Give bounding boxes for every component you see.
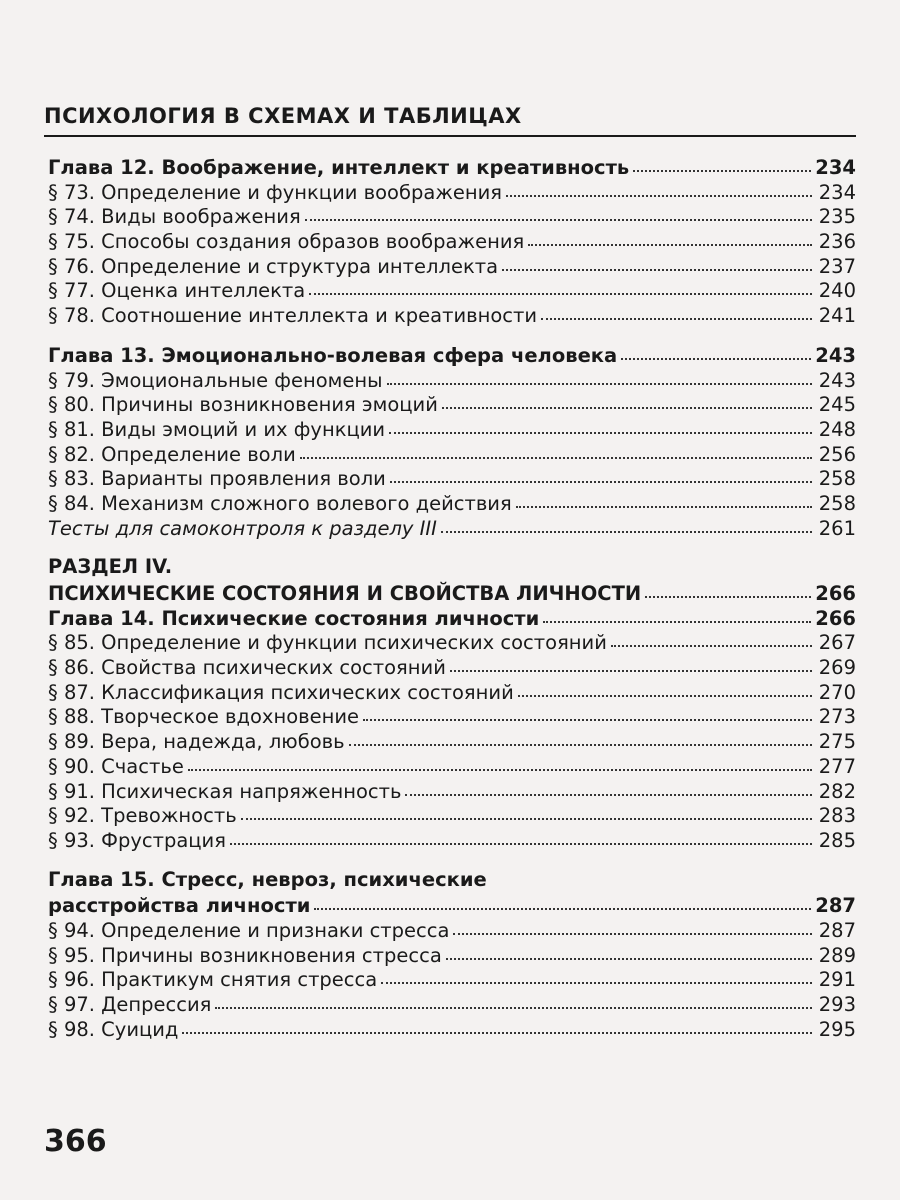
toc-page-number: 235 (818, 205, 856, 229)
leader-dots (230, 825, 812, 845)
toc-entry-title: § 85. Определение и функции психических состояний (48, 631, 607, 655)
running-head: ПСИХОЛОГИЯ В СХЕМАХ И ТАБЛИЦАХ (44, 104, 522, 128)
leader-dots (506, 177, 812, 197)
toc-entry[interactable] (48, 728, 856, 753)
toc-entry[interactable] (48, 253, 856, 278)
toc-entry-title: § 80. Причины возникновения эмоций (48, 393, 438, 417)
leader-dots (363, 701, 812, 721)
toc-entry-title: § 97. Депрессия (48, 993, 212, 1016)
toc-entry-title: § 90. Счастье (48, 754, 184, 778)
toc-entry-title: § 92. Тревожность (48, 804, 237, 828)
leader-dots (543, 603, 811, 623)
toc-page-number: 256 (818, 442, 856, 466)
toc-entry-title: § 73. Определение и функции воображения (48, 180, 503, 204)
toc-entry-title: § 75. Способы создания образов воображения (48, 230, 525, 254)
toc-entry-title: § 77. Оценка интеллекта (48, 279, 306, 303)
toc-entry-title: § 89. Вера, надежда, любовь (48, 730, 345, 754)
toc-entry-title: § 76. Определение и структура интеллекта (48, 254, 499, 278)
leader-dots (387, 365, 813, 385)
toc-page-number: 258 (818, 491, 856, 515)
toc-chapter-12[interactable] (48, 154, 856, 179)
toc-entry[interactable] (48, 203, 856, 228)
leader-dots (645, 578, 811, 598)
toc-page-number: 241 (818, 304, 856, 328)
toc-entry[interactable] (48, 416, 856, 441)
toc-entry[interactable] (48, 802, 856, 827)
toc-entry[interactable] (48, 991, 856, 1016)
spacer (48, 539, 856, 555)
toc-entry-title: § 87. Классификация психических состояний (48, 680, 514, 704)
toc-chapter-13[interactable] (48, 342, 856, 367)
toc-entry-title: Глава 15. Стресс, невроз, психические (48, 867, 487, 891)
toc-entry-title: § 94. Определение и признаки стресса (48, 918, 450, 942)
toc-page-number: 293 (818, 993, 856, 1016)
toc-entry-title: § 83. Варианты проявления воли (48, 467, 386, 491)
toc-entry[interactable] (48, 490, 856, 515)
leader-dots (381, 964, 812, 984)
toc-page-number: 285 (818, 828, 856, 852)
toc-entry[interactable] (48, 966, 856, 991)
toc-entry-title: § 95. Причины возникновения стресса (48, 943, 442, 967)
toc-part-4[interactable] (48, 580, 856, 605)
leader-dots (314, 890, 811, 910)
toc-page-number: 243 (815, 343, 856, 367)
toc-entry[interactable] (48, 391, 856, 416)
toc-entry-title: Тесты для самоконтроля к разделу III (48, 516, 437, 540)
part-label: РАЗДЕЛ IV. (48, 555, 173, 579)
leader-dots (450, 652, 812, 672)
toc-part-label (48, 555, 856, 580)
leader-dots (349, 726, 812, 746)
leader-dots (389, 414, 812, 434)
toc-entry-title: § 91. Психическая напряженность (48, 779, 402, 803)
toc-entry-title: Глава 12. Воображение, интеллект и креативность (48, 156, 630, 179)
toc-entry-title: § 78. Соотношение интеллекта и креативности (48, 304, 538, 328)
leader-dots (309, 275, 812, 295)
spacer (48, 852, 856, 868)
leader-dots (633, 152, 811, 172)
toc-page-number: 234 (815, 156, 856, 179)
toc-tests-entry[interactable] (48, 515, 856, 540)
toc-entry[interactable] (48, 277, 856, 302)
leader-dots (241, 800, 812, 820)
toc-entry-title: § 74. Виды воображения (48, 205, 301, 229)
toc-page-number: 243 (818, 368, 856, 392)
toc-page-number: 261 (818, 516, 856, 540)
toc-entry-title: ПСИХИЧЕСКИЕ СОСТОЯНИЯ И СВОЙСТВА ЛИЧНОСТИ (48, 582, 642, 605)
toc-chapter-15-line1[interactable] (48, 868, 856, 893)
toc-page-number: 289 (818, 943, 856, 967)
header-rule (44, 135, 856, 137)
toc-page-number: 287 (815, 894, 856, 918)
toc-entry-title: § 82. Определение воли (48, 442, 296, 466)
toc-entry[interactable] (48, 753, 856, 778)
toc-entry[interactable] (48, 778, 856, 803)
leader-dots (518, 677, 812, 697)
toc-entry-title: § 86. Свойства психических состояний (48, 656, 446, 680)
toc-page-number: 237 (818, 254, 856, 278)
toc-entry-title: § 88. Творческое вдохновение (48, 705, 360, 729)
toc-page-number: 291 (818, 968, 856, 992)
leader-dots (442, 389, 812, 409)
toc-page-number: 267 (818, 631, 856, 655)
toc-entry[interactable] (48, 302, 856, 327)
toc-entry-title: § 84. Механизм сложного волевого действия (48, 491, 512, 515)
toc-entry[interactable] (48, 367, 856, 392)
toc-entry[interactable] (48, 654, 856, 679)
toc-entry-title: Глава 14. Психические состояния личности (48, 606, 540, 630)
toc-entry-title: Глава 13. Эмоционально-волевая сфера человека (48, 343, 618, 367)
toc-chapter-15[interactable] (48, 892, 856, 917)
toc-page-number: 266 (815, 606, 856, 630)
leader-dots (453, 915, 812, 935)
toc-page-number: 266 (815, 582, 856, 605)
toc-entry-title: § 93. Фрустрация (48, 828, 226, 852)
toc-entry-title: § 79. Эмоциональные феномены (48, 368, 383, 392)
toc-entry[interactable] (48, 441, 856, 466)
leader-dots (446, 940, 812, 960)
toc-page-number: 240 (818, 279, 856, 303)
toc-entry[interactable] (48, 827, 856, 852)
toc-entry[interactable] (48, 1016, 856, 1041)
leader-dots (541, 300, 812, 320)
leader-dots (611, 627, 812, 647)
toc-page-number: 273 (818, 705, 856, 729)
toc-page-number: 275 (818, 730, 856, 754)
toc-entry[interactable] (48, 629, 856, 654)
toc-entry[interactable] (48, 465, 856, 490)
leader-dots (188, 751, 812, 771)
leader-dots (300, 439, 812, 459)
toc-page-number: 287 (818, 918, 856, 942)
leader-dots (441, 513, 812, 533)
table-of-contents (48, 154, 856, 1040)
toc-page-number: 270 (818, 680, 856, 704)
leader-dots (405, 776, 812, 796)
leader-dots (305, 201, 812, 221)
toc-entry[interactable] (48, 679, 856, 704)
toc-page-number: 236 (818, 230, 856, 254)
toc-chapter-14[interactable] (48, 605, 856, 630)
toc-page-number: 277 (818, 754, 856, 778)
toc-entry[interactable] (48, 917, 856, 942)
toc-page-number: 234 (818, 180, 856, 204)
toc-page-number: 283 (818, 804, 856, 828)
leader-dots (528, 226, 812, 246)
leader-dots (502, 251, 812, 271)
toc-page-number: 258 (818, 467, 856, 491)
leader-dots (516, 488, 812, 508)
leader-dots (390, 463, 812, 483)
toc-entry[interactable] (48, 228, 856, 253)
toc-entry-title: § 81. Виды эмоций и их функции (48, 417, 386, 441)
leader-dots (621, 340, 811, 360)
toc-entry-title: § 98. Суицид (48, 1017, 179, 1041)
toc-page-number: 248 (818, 417, 856, 441)
toc-entry-title: расстройства личности (48, 894, 311, 918)
toc-entry-title: § 96. Практикум снятия стресса (48, 968, 378, 992)
toc-entry[interactable] (48, 179, 856, 204)
toc-page-number: 295 (818, 1017, 856, 1041)
toc-entry[interactable] (48, 703, 856, 728)
toc-page-number: 269 (818, 656, 856, 680)
toc-page-number: 282 (818, 779, 856, 803)
leader-dots (182, 1014, 812, 1034)
toc-entry[interactable] (48, 942, 856, 967)
leader-dots (215, 989, 812, 1009)
toc-page-number: 245 (818, 393, 856, 417)
page-number: 366 (44, 1124, 107, 1159)
